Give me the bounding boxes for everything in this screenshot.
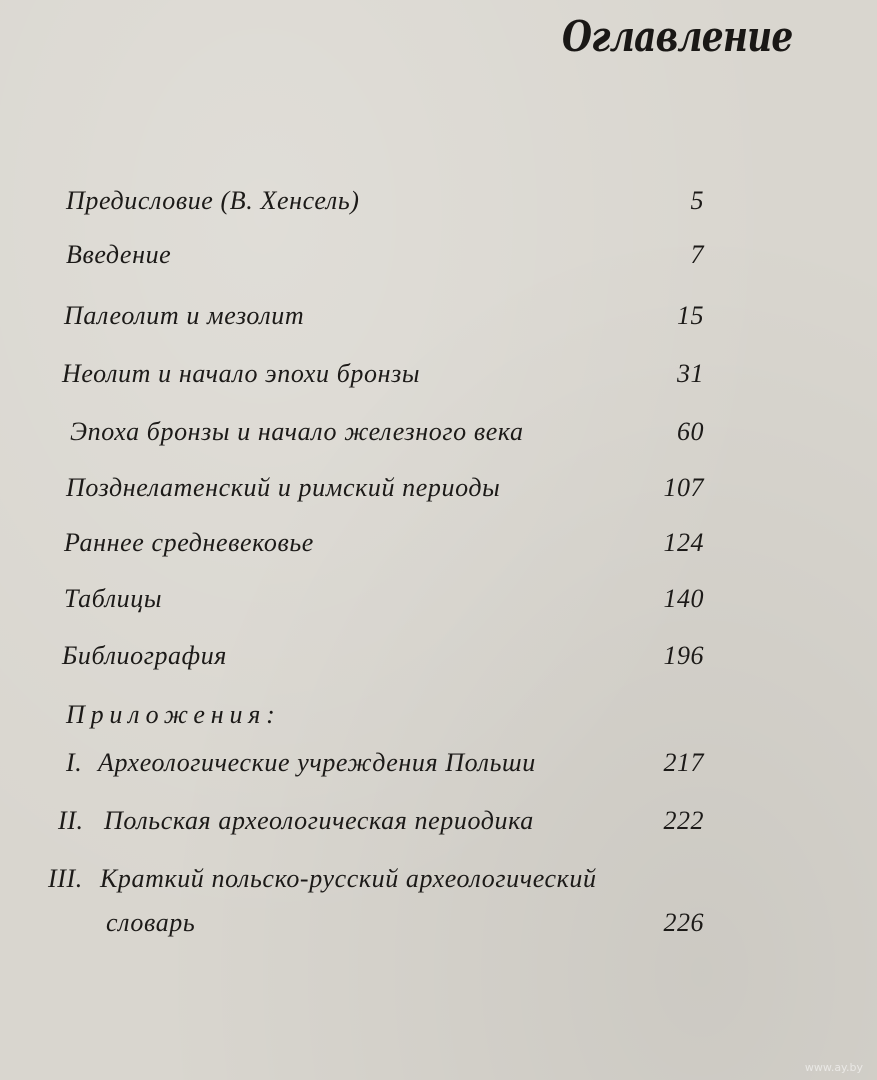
toc-entry-label: Неолит и начало эпохи бронзы [62, 359, 421, 388]
appendix-heading: Приложения: [66, 700, 281, 729]
toc-appendix-entry [0, 864, 877, 948]
toc-entry-label: Археологические учреждения Польши [98, 748, 536, 777]
appendix-numeral: I. [66, 748, 83, 777]
toc-entry-page: 107 [663, 473, 704, 502]
toc-entry-page: 222 [663, 806, 704, 835]
toc-entry [0, 473, 877, 513]
toc-entry-page: 226 [663, 908, 704, 937]
toc-entry [0, 528, 877, 568]
toc-entry-label: Палеолит и мезолит [64, 301, 305, 330]
toc-appendix-entry [0, 748, 877, 788]
toc-entry-label: Эпоха бронзы и начало железного века [70, 417, 524, 446]
toc-entry-page: 217 [663, 748, 704, 777]
toc-entry [0, 301, 877, 341]
toc-entry-page: 5 [690, 186, 704, 215]
toc-entry-label: Позднелатенский и римский периоды [66, 473, 501, 502]
toc-entry-label: Краткий польско-русский археологический [100, 864, 597, 893]
toc-entry-page: 140 [663, 584, 704, 613]
toc-entry-page: 60 [677, 417, 704, 446]
toc-entry-label: Предисловие (В. Хенсель) [66, 186, 360, 215]
toc-entry [0, 584, 877, 624]
toc-appendix-entry [0, 806, 877, 846]
toc-entry-page: 7 [690, 240, 704, 269]
toc-entry [0, 417, 877, 457]
toc-entry-page: 31 [677, 359, 704, 388]
watermark: www.ay.by [804, 1061, 863, 1074]
appendix-numeral: II. [58, 806, 84, 835]
toc-entry [0, 641, 877, 681]
toc-entry-label: Таблицы [64, 584, 163, 613]
appendix-numeral: III. [48, 864, 83, 893]
toc-entry-label: Введение [66, 240, 172, 269]
toc-entry-page: 124 [663, 528, 704, 557]
toc-entry-label: Библиография [62, 641, 227, 670]
toc-entry [0, 186, 877, 226]
toc-entry-label: Польская археологическая периодика [104, 806, 534, 835]
toc-entry [0, 240, 877, 280]
toc-entry-page: 15 [677, 301, 704, 330]
toc-entry-page: 196 [663, 641, 704, 670]
toc-entry [0, 359, 877, 399]
page-title: Оглавление [562, 12, 793, 61]
toc-entry-label: Раннее средневековье [64, 528, 314, 557]
toc-entry-label-continued: словарь [106, 908, 196, 937]
